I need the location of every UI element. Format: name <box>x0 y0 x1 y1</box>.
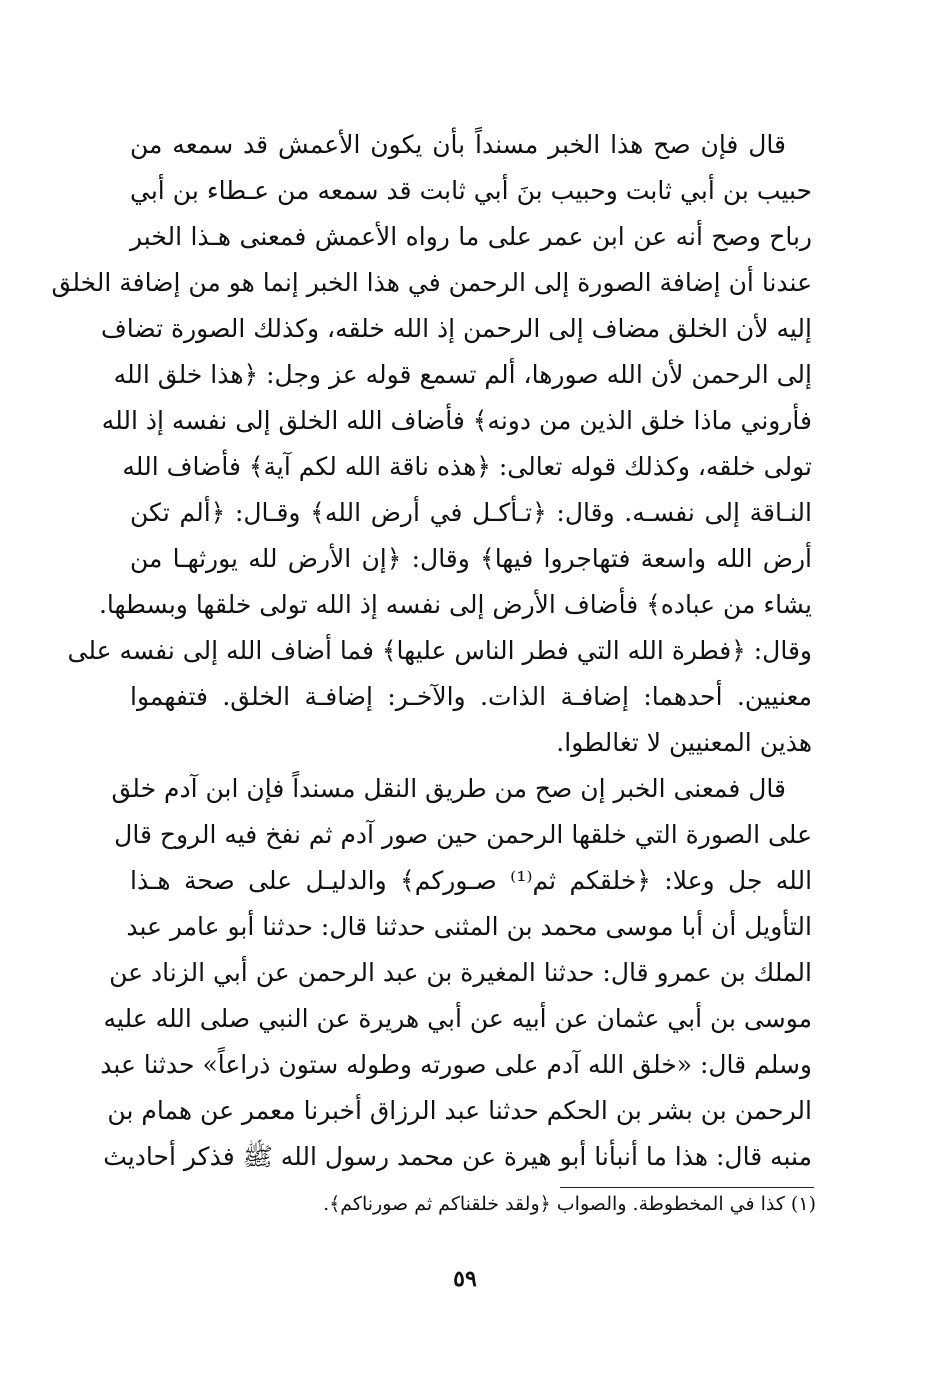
page-number: ٥٩ <box>453 1266 477 1292</box>
text-line: وسلم قال: «خلق الله آدم على صورته وطوله ستون ذراعاً» حدثنا عبد <box>100 1050 812 1079</box>
text-line: معنيين. أحدهما: إضافـة الذات. والآخـر: إضافـة الخلق. فتفهموا <box>130 682 812 711</box>
text-line: فأروني ماذا خلق الذين من دونه﴾ فأضاف الله الخلق إلى نفسه إذ الله <box>101 406 812 435</box>
text-line: تولى خلقه، وكذلك قوله تعالى: ﴿هذه ناقة الله لكم آية﴾ فأضاف الله <box>122 452 812 481</box>
text-line: حبيب بن أبي ثابت وحبيب بنَ أبي ثابت قد سمعه من عـطاء بن أبي <box>130 176 812 205</box>
text-line: عندنا أن إضافة الصورة إلى الرحمن في هذا الخبر إنما هو من إضافة الخلق <box>51 268 812 297</box>
text-line: قال فإن صح هذا الخبر مسنداً بأن يكون الأعمش قد سمعه من <box>130 130 786 159</box>
text-line: رباح وصح أنه عن ابن عمر على ما رواه الأعمش فمعنى هـذا الخبر <box>130 222 812 251</box>
text-line: إليه لأن الخلق مضاف إلى الرحمن إذ الله خلقه، وكذلك الصورة تضاف <box>100 314 812 343</box>
footnote: (١) كذا في المخطوطة. والصواب ﴿ولقد خلقناكم ثم صورناكم﴾. <box>323 1193 816 1215</box>
text-line: أرض الله واسعة فتهاجروا فيها﴾ وقال: ﴿إن الأرض لله يورثهـا من <box>130 544 812 573</box>
text-line: موسى بن أبي عثمان عن أبيه عن أبي هريرة عن النبي صلى الله عليه <box>103 1004 812 1033</box>
text-line: الملك بن عمرو قال: حدثنا المغيرة بن عبد الرحمن عن أبي الزناد عن <box>109 958 812 987</box>
text-line: إلى الرحمن لأن الله صورها، ألم تسمع قوله عز وجل: ﴿هذا خلق الله <box>113 360 812 389</box>
text-line: وقال: ﴿فطرة الله التي فطر الناس عليها﴾ فما أضاف الله إلى نفسه على <box>67 636 812 665</box>
text-line: الرحمن بن بشر بن الحكم حدثنا عبد الرزاق أخبرنا معمر عن همام بن <box>107 1096 812 1125</box>
body-text <box>51 122 813 1180</box>
text-line: على الصورة التي خلقها الرحمن حين صور آدم ثم نفخ فيه الروح قال <box>114 820 812 849</box>
text-line: قال فمعنى الخبر إن صح من طريق النقل مسنداً فإن ابن آدم خلق <box>111 774 786 803</box>
text-line: الله جل وعلا: ﴿خلقكم ثم⁽¹⁾ صـوركم﴾ والدليـل على صحة هـذا <box>130 866 813 895</box>
text-line: هذين المعنيين لا تغالطوا. <box>556 728 812 757</box>
text-line: يشاء من عباده﴾ فأضاف الأرض إلى نفسه إذ الله تولى خلقها وبسطها. <box>98 590 812 619</box>
text-line: منبه قال: هذا ما أنبأنا أبو هيرة عن محمد رسول الله ﷺ فذكر أحاديث <box>103 1142 812 1171</box>
text-line: النـاقة إلى نفسـه. وقال: ﴿تـأكـل في أرض الله﴾ وقـال: ﴿ألم تكن <box>130 498 812 527</box>
text-line: التأويل أن أبا موسى محمد بن المثنى حدثنا قال: حدثنا أبو عامر عبد <box>126 912 812 941</box>
